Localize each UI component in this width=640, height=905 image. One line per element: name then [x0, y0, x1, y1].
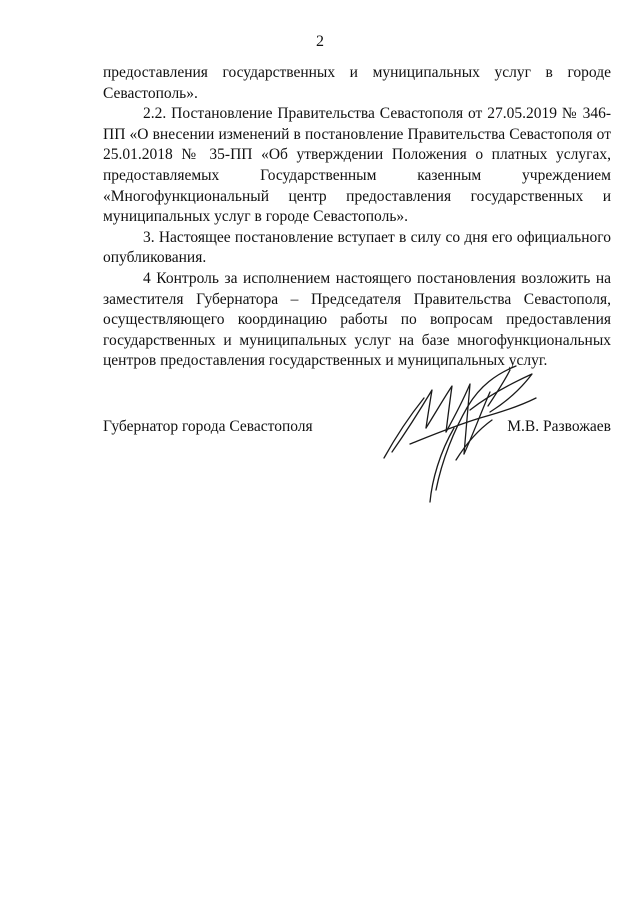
paragraph-continuation: предоставления государственных и муниципальных услуг в городе Севастополь». [103, 64, 611, 102]
paragraph-item-2-2: 2.2. Постановление Правительства Севастополя от 27.05.2019 № 346-ПП «О внесении изменений в постановление Правительства Севастополя от 25.01.2018 № 35-ПП «Об утверждении Положения о платных услугах, предоставляемых Государственным казенным учреждением «Многофункциональный центр предоставления государственных и муниципальных услуг в городе Севастополь». [103, 105, 611, 226]
paragraph-item-4: 4 Контроль за исполнением настоящего постановления возложить на заместителя Губернатора – Председателя Правительства Севастополя, осуществляющего координацию работы по вопросам предоставления государственных и муниципальных услуг на базе многофункциональных центров предоставления государственных и муниципальных услуг. [103, 269, 611, 370]
page-number: 2 [316, 33, 324, 50]
handwritten-signature [370, 340, 570, 510]
signatory-title: Губернатор города Севастополя [103, 418, 313, 435]
signatory-name: М.В. Развожаев [507, 418, 611, 435]
paragraph-item-3: 3. Настоящее постановление вступает в силу со дня его официального опубликования. [103, 228, 611, 267]
document-body [103, 63, 611, 372]
